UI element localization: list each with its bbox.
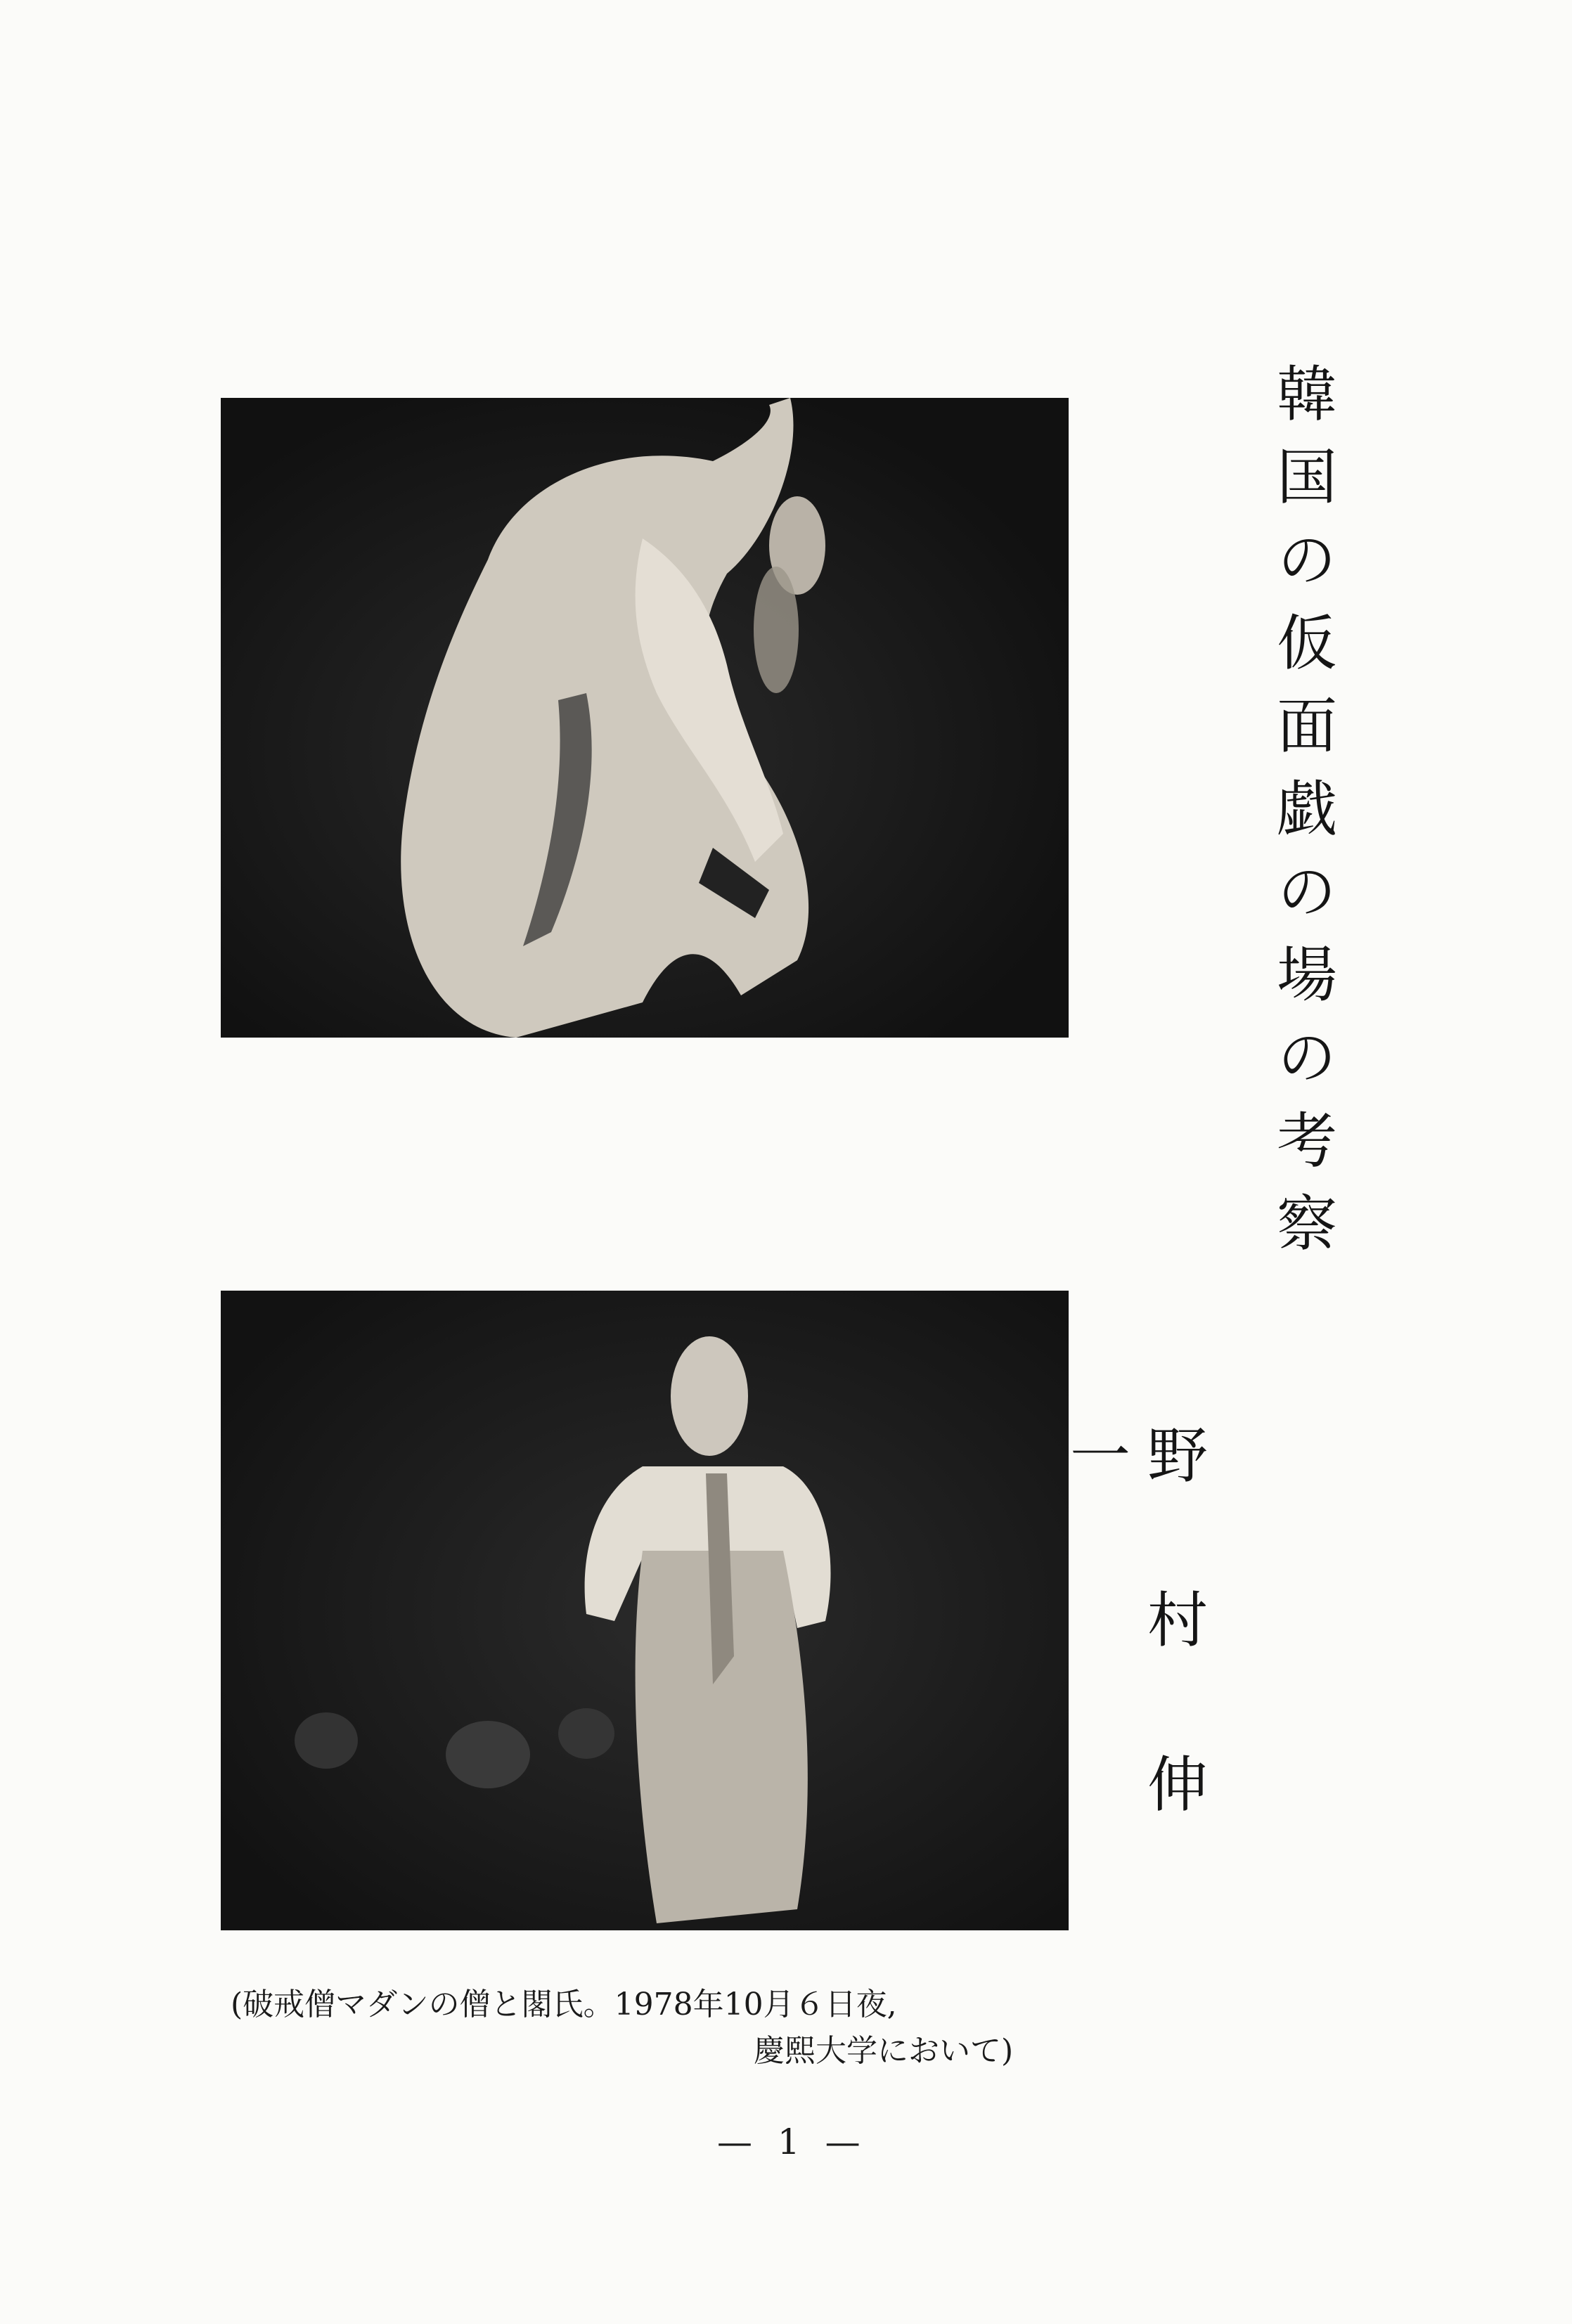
photo-top-image bbox=[221, 398, 1069, 1038]
author-name: 野村伸一 bbox=[1059, 1424, 1207, 1917]
photo-caption-line-1: (破戒僧マダンの僧と閣氏。1978年10月６日夜, bbox=[231, 1987, 897, 2022]
page-number: — 1 — bbox=[717, 2122, 868, 2162]
photo-top bbox=[221, 398, 1069, 1038]
photo-bottom bbox=[221, 1291, 1069, 1930]
photo-caption-line-2: 慶熙大学において) bbox=[754, 2033, 1014, 2069]
photo-bottom-image bbox=[221, 1291, 1069, 1930]
article-title: 韓国の仮面戯の場の考察 bbox=[1266, 362, 1336, 1274]
